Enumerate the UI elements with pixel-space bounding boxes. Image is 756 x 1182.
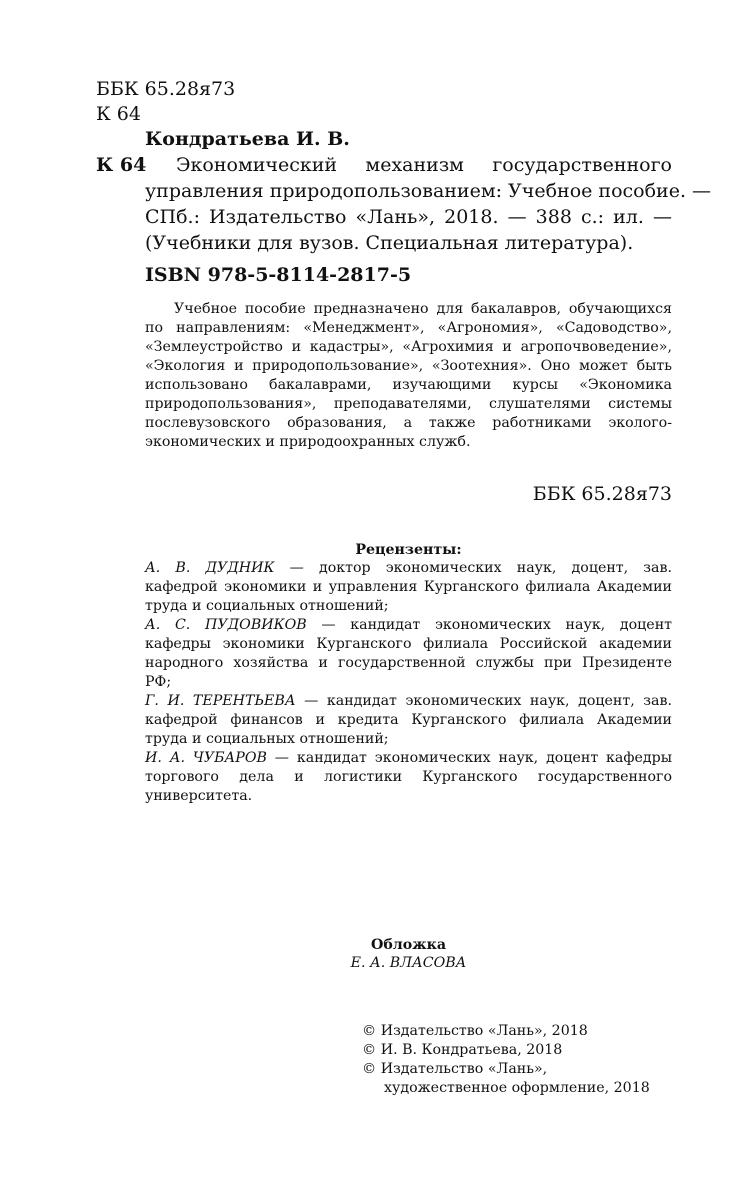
reviewer-entry: Г. И. ТЕРЕНТЬЕВА — кандидат экономических наук, доцент, зав.: [145, 693, 672, 709]
reviewer-line: кафедры экономики Курганского филиала Российской академии: [145, 636, 672, 652]
bibliographic-line: СПб.: Издательство «Лань», 2018. — 388 с.: ил. —: [145, 206, 672, 228]
reviewer-line: народного хозяйства и государственной службы при Президенте: [145, 655, 672, 671]
reviewer-line: кафедрой финансов и кредита Курганского филиала Академии: [145, 712, 672, 728]
reviewer-entry: А. С. ПУДОВИКОВ — кандидат экономических наук, доцент: [145, 617, 672, 633]
reviewer-name: А. С. ПУДОВИКОВ: [145, 617, 307, 633]
reviewer-name: И. А. ЧУБАРОВ: [145, 750, 267, 766]
abstract-line: «Землеустройство и кадастры», «Агрохимия и агропочвоведение»,: [145, 339, 672, 355]
reviewer-line: РФ;: [145, 674, 172, 690]
abstract-line: экономических и природоохранных служб.: [145, 434, 471, 450]
reviewer-name: Г. И. ТЕРЕНТЬЕВА: [145, 693, 296, 709]
abstract-line: использовано бакалаврами, изучающими курсы «Экономика: [145, 377, 672, 393]
bibliographic-line: Экономический механизм государственного: [176, 154, 672, 176]
author-code: К 64: [96, 103, 141, 125]
reviewer-name: А. В. ДУДНИК: [145, 560, 275, 576]
abstract-line: по направлениям: «Менеджмент», «Агрономия», «Садоводство»,: [145, 320, 672, 336]
reviewer-line: кафедрой экономики и управления Курганского филиала Академии: [145, 579, 672, 595]
copyright-line: © Издательство «Лань», 2018: [362, 1023, 588, 1039]
abstract-line: послевузовского образования, а также работниками эколого-: [145, 415, 672, 431]
bibliographic-line: управления природопользованием: Учебное пособие. —: [145, 180, 712, 202]
copyright-line: © И. В. Кондратьева, 2018: [362, 1042, 563, 1058]
reviewer-line: университета.: [145, 788, 253, 804]
abstract-line: Учебное пособие предназначено для бакалавров, обучающихся: [174, 301, 672, 317]
bbk-index-right: ББК 65.28я73: [532, 483, 672, 505]
reviewer-line: торгового дела и логистики Курганского государственного: [145, 769, 672, 785]
reviewer-entry: И. А. ЧУБАРОВ — кандидат экономических наук, доцент кафедры: [145, 750, 672, 766]
author-name: Кондратьева И. В.: [145, 128, 350, 150]
bbk-index: ББК 65.28я73: [96, 78, 236, 100]
copyright-line: художественное оформление, 2018: [384, 1080, 650, 1096]
cover-label: Обложка: [370, 937, 447, 953]
copyright-block: [362, 1022, 650, 1098]
bibliographic-line: (Учебники для вузов. Специальная литература).: [145, 232, 634, 254]
reviewer-line: труда и социальных отношений;: [145, 598, 389, 614]
reviewer-entry: А. В. ДУДНИК — доктор экономических наук, доцент, зав.: [145, 560, 672, 576]
cover-artist: Е. А. ВЛАСОВА: [350, 955, 467, 971]
isbn: ISBN 978-5-8114-2817-5: [145, 264, 412, 286]
bibliographic-code: К 64: [96, 154, 147, 176]
reviewers-list: [145, 559, 672, 806]
reviewers-title: Рецензенты:: [355, 542, 462, 558]
abstract: [145, 300, 672, 452]
abstract-line: природопользования», преподавателями, слушателями системы: [145, 396, 672, 412]
abstract-line: «Экология и природопользование», «Зоотехния». Оно может быть: [145, 358, 672, 374]
copyright-line: © Издательство «Лань»,: [362, 1061, 548, 1077]
bibliographic-entry: [145, 152, 712, 256]
reviewer-line: труда и социальных отношений;: [145, 731, 389, 747]
